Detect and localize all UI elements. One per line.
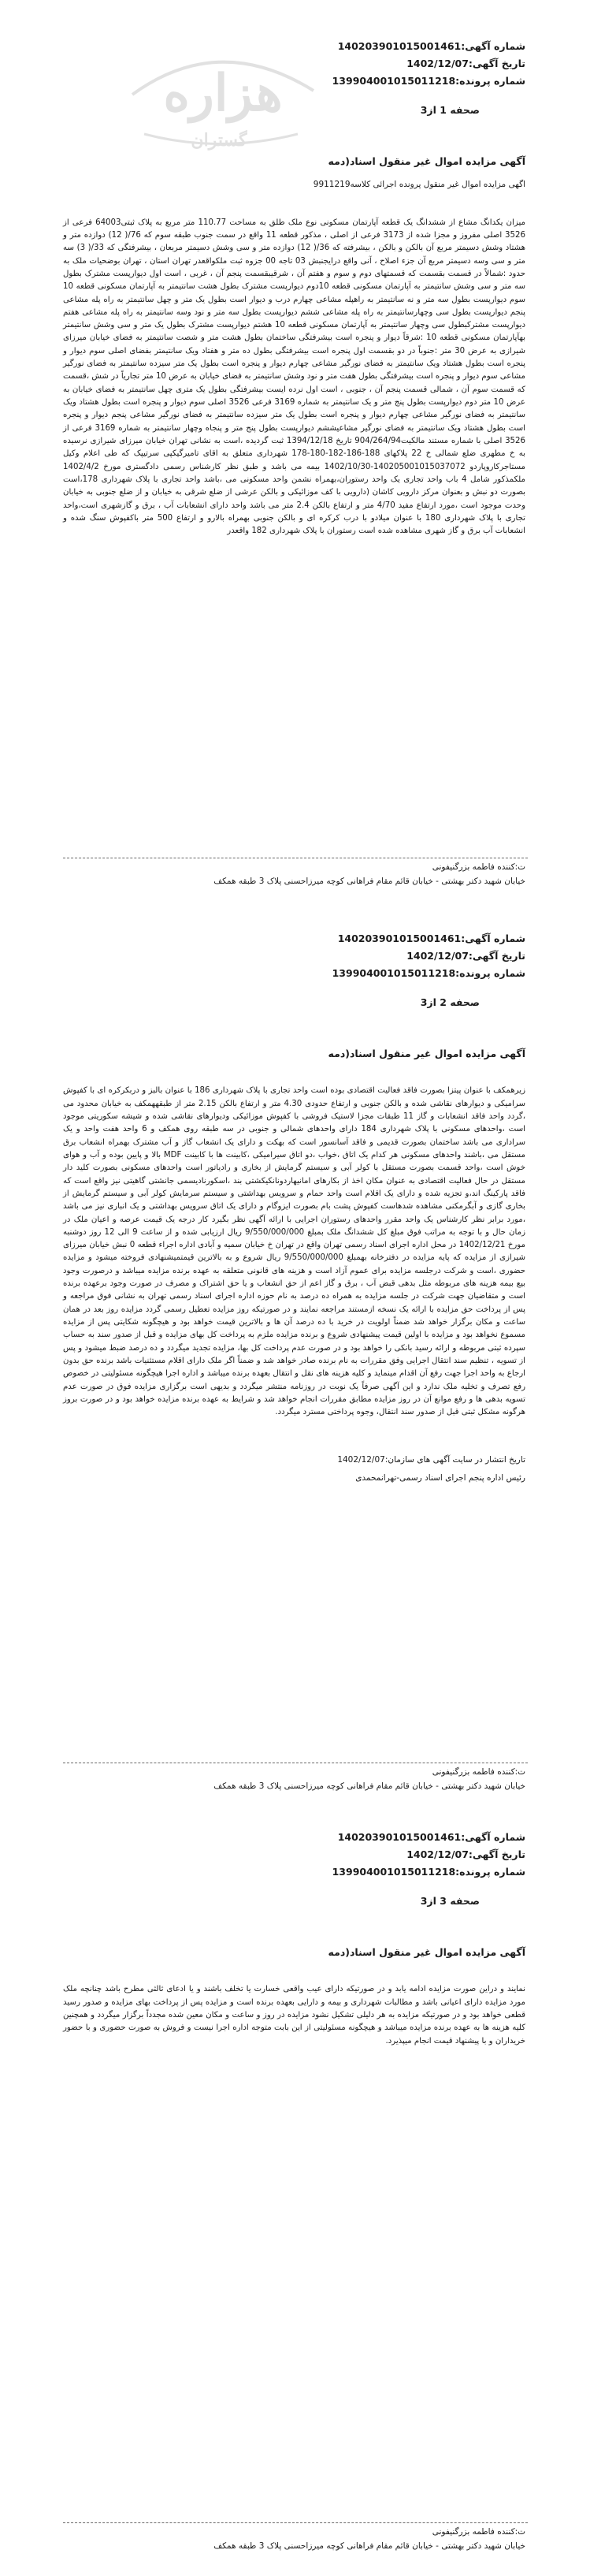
case-number: شماره پرونده:139904001015011218 xyxy=(332,1865,525,1878)
page-label: صحفه 1 از3 xyxy=(420,103,480,116)
ad-title: آگهی مزایده اموال غیر منقول اسناد(دمه xyxy=(328,1946,525,1958)
publish-date: تاریخ انتشار در سایت آگهی های سازمان:1402/12/07 xyxy=(337,1454,525,1465)
footer-block-2 xyxy=(0,1766,590,1794)
ad-number: شماره آگهی:140203901015001461 xyxy=(337,1831,525,1843)
ad-section-2 xyxy=(0,930,590,1487)
footer-address: خیابان شهید دکتر بهشتی - خیابان قائم مقام فراهانی کوچه میرزاحسنی پلاک 3 طبقه همکف xyxy=(213,2541,525,2551)
footer-block-1 xyxy=(0,861,590,889)
footer-issuer: ت:کننده فاطمه بزرگنیفونی xyxy=(432,1767,525,1777)
ad-body: میزان یکدانگ مشاع از ششدانگ یک قطعه آپارتمان مسکونی نوع ملک طلق به مساحت 110.77 متر مربع به پلاک ثبتی64003 فرعی از 3526 اصلی مفروز و مجزا شده از 3173 فرعی از اصلی ، مذکور قطعه 11 واقع در سمت جنوب طبقه سوم که 76/( 12) دوازده متر و هشتاد وشش دسیمتر مربع آن بالکن و بالکن ، بیشرفته که 36/( 12) دوازده متر و سی وشش دسیمتر مربعان ، بیشرفتگی که 33/( 3) سه متر و سی وسه دسیمتر مربع آن جزء اصلاح ، آنی واقع درایجنبش 03 تاجه 00 جزوه ثبت ملکواقعدر تهران استان ، تهران بوضحیات ملک به حدود :شمالاً در قسمت بقسمت که قسمتهای دوم و سوم و هفتم آن ، شرقیبقسمت پنجم آن ، غربی ، است اول دیوارپست مشترک بطول سه متر و سی وشش سانتیمتر به آپارتمان مسکونی قطعه 10دوم دیوارپست مشترک بطول هشت سانتیمتر به آپارتمان مسکونی قطعه 10 سوم دیوارپست بطول سه متر و نه سانتیمتر به راهپله مشاعی چهارم درب و دیوار است بطول یک متر و چهل سانتیمتر به راه پله مشاعی پنجم دیوارپست بطول سی وچهارسانتیمتر به راه پله مشاعی ششم دیوارپست بطول سه متر و نود وسه سانتیمتر به راه پله مشاعی هفتم دیوارپست مشترکبطول سی وچهار سانتیمتر به آپارتمان مسکونی قطعه 10 هشتم دیوارپست مشترک بطول یک متر و سی وشش سانتیمتر بهآپارتمان مسکونی قطعه 10 :شرقاً دیوار و پنجره است بیشرفتگی ساختمان بطول هشت متر و شصت سانتیمتر به فضای خیابان میرزای شیرازی به عرض 30 متر :جنوباً در دو بقسمت اول پنجره است بیشرفتگی بطول ده متر و هفتاد ویک سانتیمتر بفضای اصلی سوم دیوار و پنجره است بطول هشتاد ویک سانتیمتر به فضای نورگیر مشاعی چهارم دیوار و پنجره است بطول یک متر سیزده سانتیمتر به فضای نورگیر مشاعی سوم دیوار و پنجره است بیشرفتگی بطول هفت متر و نود وشش سانتیمتر به فضای خیابان به عرض 10 متر تجاریاً در شش ،قسمت که قسمت سوم آن ، شمالی قسمت پنجم آن ، جنوبی ، است اول نرده ایست بیشرفتگی بطول یک متری چهل سانتیمتر به فضای خیابان به عرض 10 متر دوم دیوارپست بطول پنج متر و یک سانتیمتر به شماره 3169 فرعی 3526 اصلی سوم دیوار و پنجره است بطول هشتاد ویک سانتیمتر به فضای نورگیر مشاعی چهارم دیوار و پنجره است بطول یک متر سیزده سانتیمتر به فضای نورگیر مشاعی پنجم دیوار و پنجره است بطول هشتاد ویک سانتیمتر به فضای نورگیر مشاعیششم دیوارپست بطول پنج متر و پنجاه وچهار سانتیمتر به شماره 3169 فرعی از 3526 اصلی با شماره مستند مالکیت904/264/94 تاریخ 1394/12/18 ثبت گردیده ،است به نشانی تهران خیابان میرزای شیرازی نرسیده به خ مطهری ضلع شمالی خ 22 پلاکهای 188-186-182-180-178 شهرداری متعلق به اقای تامیرگیکپی سرتیپک که طی اعلام وکیل مستاجرکاروپاردو 140205001015037072-1402/10/30 بیمه می باشد و طبق نظر کارشناس رسمی دادگستری مورخ 1402/4/2 ملکمذکور شامل 4 باب واحد تجاری یک واحد رستوران،بهمراه نشمن واحد مسکونی می ،باشد واحد تجاری با پلاک شهرداری 178،است بصورت دو نبش و بعنوان مرکز دارویی کاشان (دارویی با کف موزائیکی و بالکن عرشی از ضلع شرقی به خیابان و از ضلع جنوبی به خیابان وحدت موجود است ،مورد ارتفاع مفید 4/70 متر و ارتفاع بالکن 2.4 متر می باشد واحد دارای انشعابات آب ، برق و گازشهری است،واحد تجاری با پلاک شهرداری 180 با عنوان میلادو با درب کرکره ای و بالکن جنوبی بهمراه بالارو و ارتفاع 500 متر باکفپوش سنگ شده و انشعابات آب برق و گاز شهری مشاهده شده است رستوران با پلاک شهرداری 182 واقعدر xyxy=(63,218,526,536)
ad-body: زیرهمکف با عنوان پیتزا بصورت فاقد فعالیت اقتصادی بوده است واحد تجاری با پلاک شهرداری 186 با عنوان بالبز و دربکرکره ای با کفپوش سرامیکی و دیوارهای نقاشی شده و بالکن جنوبی و ارتفاع حدودی 4.30 متر و ارتفاع بالکن 2.15 متر از طبقههمکف به خیابان محدود می ،گردد واحد فاقد انشعابات و گاز 11 طبقات مجزا لاستیک فروشی با کفپوش موزائیکی ودیوارهای نقاشی شده و شیشه سکوریتی موجود است ،واحدهای مسکونی با پلاک شهرداری 184 دارای واحدهای شمالی و جنوبی در سه طبقه روی همکف و 6 واحد هفت واحد و یک سراداری می باشد ساختمان بصورت قدیمی و فاقد آسانسور است که بهکت و دارای یک انشعاب گاز و آب مشترک بهمراه انشعاب برق مستقل می ،باشند واحدهای مسکونی هر کدام یک اتاق ،خواب ،دو اتاق سیرامیکی ،کابینت ها با کابینت MDF بالا و پایین بوده و آب و هوای خوش است ،واحد قسمت بصورت مستقل با کولر آبی و سیستم گرمایش از بخاری و رادیاتور است واحدهای مسکونی بصورت کلید دار مستقل در حال فعالیت اقتصادی به عنوان مکان اخذ از بکارهای امانیهاردونانکیکشتی بند ،اسکورنادیسمی جانشتی گاهیتی نیز واقع است که فاقد پارکینگ اند،و تجزیه شده و دارای یک اقلام است واحد حمام و سرویس بهداشتی و سیستم سرمایش کولر آبی و سیستم گرمایش از بخاری گازی و آبگرمکنی مشاهده شدهاست کفپوش پشت بام بصورت ایزوگام و دارای یک اتاق سرویس بهداشتی و یک انباری نیز می باشد ،مورد برابر نظر کارشناس یک واحد مقرر واحدهای رستوران اجرایی با ارائه آگهی نظر بگیرد کار درجه یک قیمت عرصه و اعیان ملک در زمان حال و با توجه به مراتب فوق مبلغ کل ششدانگ ملک بمبلغ 9/550/000/000 ریال ارزیابی شده و از ساعت 9 الی 12 روز دوشنبه مورخ 1402/12/21 در محل اداره اجرای اسناد رسمی تهران واقع در تهران خ خیابان سمیه و آبادی اداره اجراء قطعه 0 نبش خیابان میرزای شیرازی از مزایده که پایه مزایده در دفترخانه بهمبلغ 9/550/000/000 ریال شروع و به بالاترین قیمتمیشنهادی فروخته میشود و مزایده حضوری ،است و شرکت درجلسه مزایده برای عموم آزاد است و هزینه های قانونی متعلقه به عهده برنده مزایده میباشد و درصورت وجود بیع بیمه هزینه های مربوطه مثل بدهی قبض آب ، برق و گاز اعم از حق انشعاب و یا حق اشتراک و مصرف در صورت وجود برعهده برنده است و متقاضیان جهت شرکت در جلسه مزایده به همراه ده درصد به نام حوزه اداره اجرای اسناد رسمی تهران به نشانی فوق مراجعه و پس از پرداخت حق مزایده با ارائه یک نسخه ازمستند مراجعه نمایند و در صورتیکه روز مزایده تعطیل رسمی گردد مزایده روز بعد در همان ساعت و مکان برگزار خواهد شد ضمناً اولویت در خرید با ده درصد آن ها و بالاترین قیمت خواهد بود و هیچگونه شکایتی پس از مزایده مسموع نخواهد بود و مزایده با اولین قیمت پیشنهادی شروع و برنده مزایده ملزم به پرداخت کل بهای مزایده و قبل از صدور سند به حساب سپرده ثبتی مربوطه و ارائه رسید بانکی را خواهد بود و در صورت عدم پرداخت کل بها، مزایده تجدید میگردد و ده درصد ضبط میشود و پس از تسویه ، تنظیم سند انتقال اجرایی وفق مقررات به نام برنده صادر خواهد شد و ضمناً اگر ملک دارای اقلام مستثنیات باشد برنده حق بدون ارجاع به واحد اجرا جهت رفع آن اقدام مینماید و کلیه هزینه های نقل و انتقال بعهده برنده میباشد و اداره اجرا هیچگونه مسئولیتی در خصوص رفع تصرف و تخلیه ملک ندارد و این آگهی صرفاً یک نوبت در روزنامه منتشر میگردد و بدیهی است برگزاری مزایده فوق در صورت عدم تسویه بدهی ها و رفع موانع آن در روز مزایده مطابق مقررات انجام خواهد شد و شرایط به عهده برنده مزایده خواهد بود و در صورت بروز هرگونه مشکل ثبتی قبل از صدور سند انتقال، وجوه پرداختی مسترد میگردد. xyxy=(63,1086,526,1417)
footer-address: خیابان شهید دکتر بهشتی - خیابان قائم مقام فراهانی کوچه میرزاحسنی پلاک 3 طبقه همکف xyxy=(213,876,525,886)
footer-issuer: ت:کننده فاطمه بزرگنیفونی xyxy=(432,862,525,872)
ad-date: تاریخ آگهی:1402/12/07 xyxy=(406,57,525,69)
logo-sub-text: گستران xyxy=(191,130,247,151)
footer-block-3 xyxy=(0,2526,590,2554)
ad-section-3 xyxy=(0,1829,590,2048)
ad-section-1 xyxy=(0,38,590,538)
signer: رئیس اداره پنجم اجرای اسناد رسمی-تهرانمحمدی xyxy=(355,1472,525,1483)
ad-title: آگهی مزایده اموال غیر منقول اسناد(دمه xyxy=(328,1048,525,1059)
case-number: شماره پرونده:139904001015011218 xyxy=(332,966,525,979)
footer-address: خیابان شهید دکتر بهشتی - خیابان قائم مقام فراهانی کوچه میرزاحسنی پلاک 3 طبقه همکف xyxy=(213,1781,525,1791)
case-number: شماره پرونده:139904001015011218 xyxy=(332,74,525,87)
page-label: صحفه 2 از3 xyxy=(420,996,480,1008)
footer-issuer: ت:کننده فاطمه بزرگنیفونی xyxy=(432,2527,525,2537)
publish-info xyxy=(0,1451,590,1487)
ad-date: تاریخ آگهی:1402/12/07 xyxy=(406,1848,525,1860)
ad-subtitle: اگهی مزایده اموال غیر منقول پرونده اجرائی کلاسه9911219 xyxy=(313,180,525,190)
ad-title: آگهی مزایده اموال غیر منقول اسناد(دمه xyxy=(328,155,525,167)
ad-date: تاریخ آگهی:1402/12/07 xyxy=(406,949,525,962)
page-label: صحفه 3 از3 xyxy=(420,1894,480,1907)
ad-number: شماره آگهی:140203901015001461 xyxy=(337,932,525,944)
ad-number: شماره آگهی:1402039010150014​61 xyxy=(337,40,525,52)
section-divider xyxy=(63,2522,528,2523)
logo-main-text: هزاره xyxy=(163,64,283,123)
ad-body: نمایند و دراین صورت مزایده ادامه یابد و در صورتیکه دارای عیب واقعی خسارت یا تخلف باشند و یا ادعای ثالثی مطرح باشد چنانچه ملک مورد مزایده دارای اعیانی باشد و مطالبات شهرداری و بیمه و دارایی بعهده برنده است و مزایده پس از پرداخت بهای مزایده و صدور رسید قطعی خواهد بود و در صورتیکه مزایده به هر دلیلی تشکیل نشود مزایده در روز و ساعت و مکان معین شده مجدداً برگزار میگردد و همچنین کلیه هزینه ها به عهده برنده مزایده میباشد و هیچگونه مسئولیتی از این بابت متوجه اداره اجرا نیست و فروش به صورت حضوری و با حضور خریداران و با پیشنهاد قیمت انجام میپذیرد. xyxy=(63,1985,525,2046)
